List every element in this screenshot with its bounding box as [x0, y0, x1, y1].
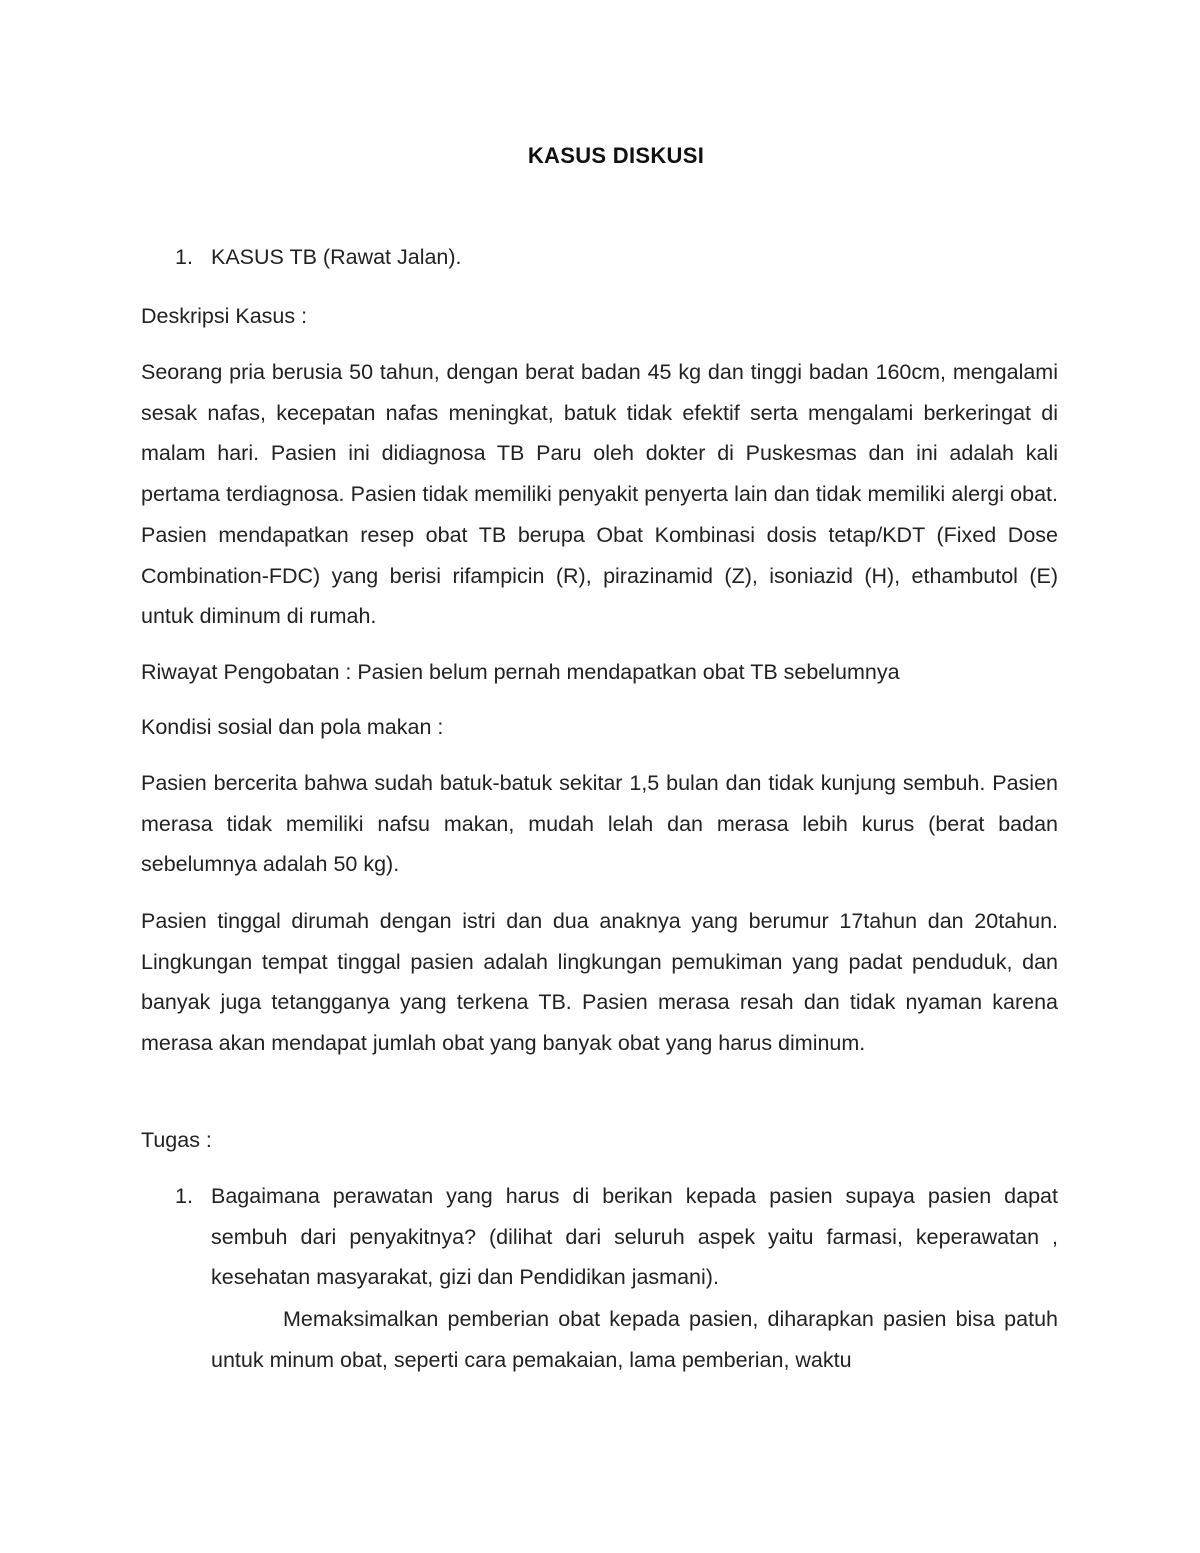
case-list-label: KASUS TB (Rawat Jalan).: [211, 245, 462, 269]
social-paragraph-1: Pasien bercerita bahwa sudah batuk-batuk sekitar 1,5 bulan dan tidak kunjung sembuh. Pasien merasa tidak memiliki nafsu makan, mudah lelah dan merasa lebih kurus (berat badan sebelumnya adalah 50 kg).: [141, 771, 1058, 877]
case-list-number: 1.: [175, 245, 193, 269]
task-list-number: 1.: [175, 1184, 193, 1208]
task-question: Bagaimana perawatan yang harus di berikan kepada pasien supaya pasien dapat sembuh dari penyakitnya? (dilihat dari seluruh aspek yaitu farmasi, keperawatan , kesehatan masyarakat, gizi dan Pendidikan jasmani).: [211, 1184, 1058, 1290]
treatment-history: Riwayat Pengobatan : Pasien belum pernah mendapatkan obat TB sebelumnya: [141, 660, 900, 684]
social-paragraph-2: Pasien tinggal dirumah dengan istri dan dua anaknya yang berumur 17tahun dan 20tahun. Lingkungan tempat tinggal pasien adalah lingkungan pemukiman yang padat penduduk, dan banyak juga tetangganya yang terkena TB. Pasien merasa resah dan tidak nyaman karena merasa akan mendapat jumlah obat yang banyak obat yang harus diminum.: [141, 909, 1058, 1056]
social-heading: Kondisi sosial dan pola makan :: [141, 715, 444, 739]
description-heading: Deskripsi Kasus :: [141, 304, 308, 328]
page-title: KASUS DISKUSI: [527, 143, 705, 168]
task-answer: Memaksimalkan pemberian obat kepada pasien, diharapkan pasien bisa patuh untuk minum obat, seperti cara pemakaian, lama pemberian, waktu: [211, 1307, 1058, 1372]
description-paragraph: Seorang pria berusia 50 tahun, dengan berat badan 45 kg dan tinggi badan 160cm, mengalami sesak nafas, kecepatan nafas meningkat, batuk tidak efektif serta mengalami berkeringat di malam hari. Pasien ini didiagnosa TB Paru oleh dokter di Puskesmas dan ini adalah kali pertama terdiagnosa. Pasien tidak memiliki penyakit penyerta lain dan tidak memiliki alergi obat. Pasien mendapatkan resep obat TB berupa Obat Kombinasi dosis tetap/KDT (Fixed Dose Combination-FDC) yang berisi rifampicin (R), pirazinamid (Z), isoniazid (H), ethambutol (E) untuk diminum di rumah.: [141, 360, 1058, 629]
task-heading: Tugas :: [141, 1128, 212, 1152]
